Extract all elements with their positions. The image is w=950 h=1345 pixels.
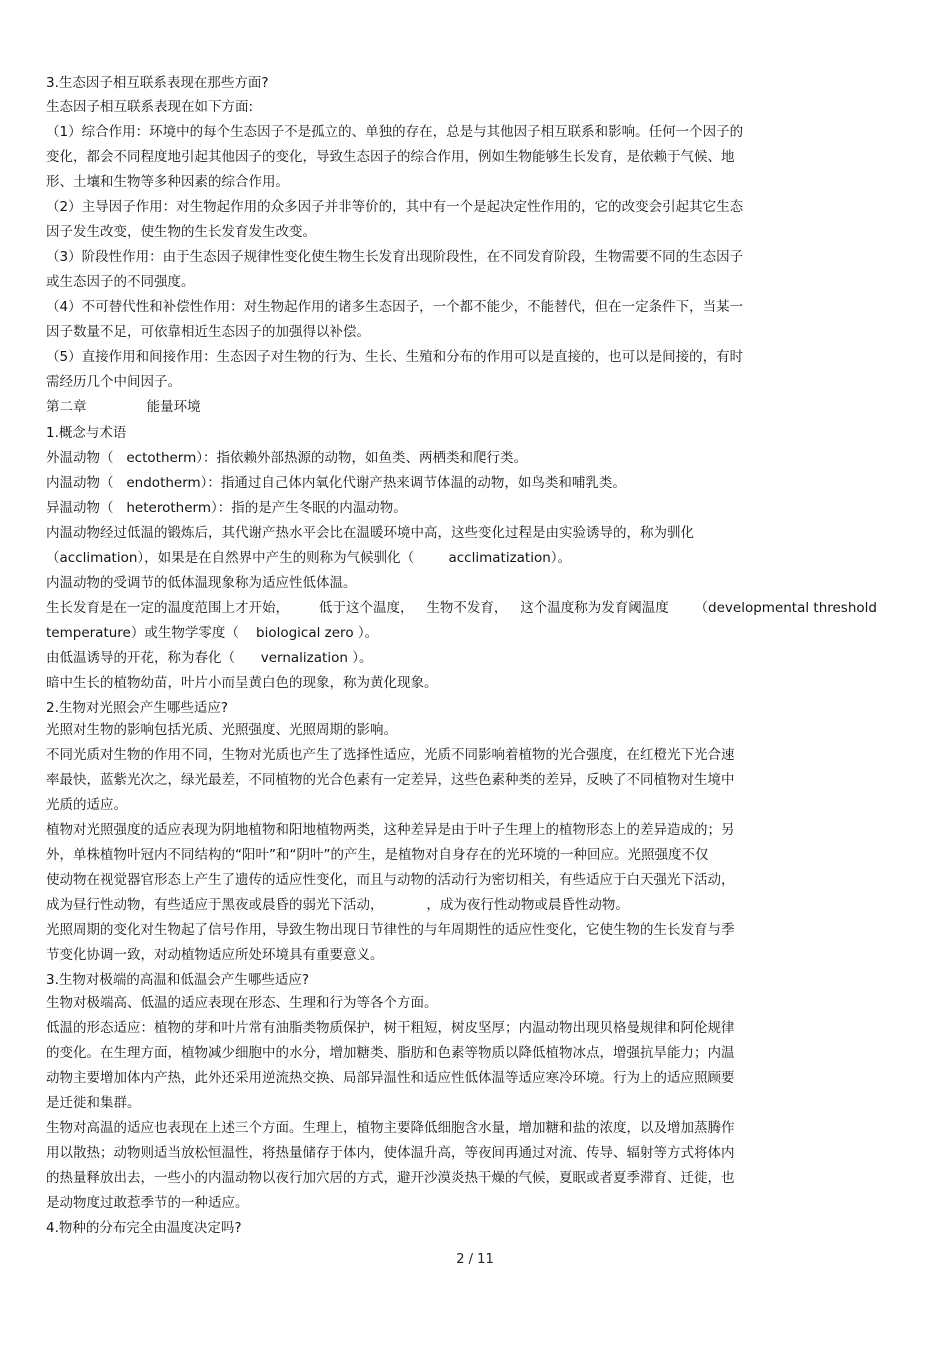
paragraph-line: 植物对光照强度的适应表现为阴地植物和阳地植物两类，这种差异是由于叶子生理上的植物形态上的差异造成的；另: [46, 822, 735, 838]
paragraph-line: 形、土壤和生物等多种因素的综合作用。: [46, 174, 289, 190]
paragraph-line: 低温的形态适应：植物的芽和叶片常有油脂类物质保护，树干粗短，树皮坚厚；内温动物出现贝格曼规律和阿伦规律: [46, 1020, 735, 1036]
paragraph-line: 外，单株植物叶冠内不同结构的“阳叶”和“阴叶”的产生，是植物对自身存在的光环境的一种回应。光照强度不仅: [46, 847, 709, 863]
heading-question-3: 3.生态因子相互联系表现在那些方面?: [46, 75, 269, 91]
paragraph-line: 由低温诱导的开花，称为春化（ vernalization ）。: [46, 650, 373, 666]
paragraph-line: 是迁徙和集群。: [46, 1095, 141, 1111]
paragraph-line: 光照周期的变化对生物起了信号作用，导致生物出现日节律性的与年周期性的适应性变化，它使生物的生长发育与季: [46, 922, 735, 938]
paragraph-line: （3）阶段性作用：由于生态因子规律性变化使生物生长发育出现阶段性，在不同发育阶段，生物需要不同的生态因子: [46, 249, 744, 265]
paragraph-line: （4）不可替代性和补偿性作用：对生物起作用的诸多生态因子，一个都不能少，不能替代，但在一定条件下，当某一: [46, 299, 744, 315]
paragraph-line: 生物对高温的适应也表现在上述三个方面。生理上，植物主要降低细胞含水量，增加糖和盐的浓度，以及增加蒸腾作: [46, 1120, 735, 1136]
paragraph-line: 生长发育是在一定的温度范围上才开始， 低于这个温度， 生物不发育， 这个温度称为发育阈温度 （developmental threshold: [46, 600, 877, 616]
paragraph-line: （2）主导因子作用：对生物起作用的众多因子并非等价的，其中有一个是起决定性作用的，它的改变会引起其它生态: [46, 199, 744, 215]
paragraph-line: temperature）或生物学零度（ biological zero ）。: [46, 625, 379, 641]
paragraph-line: 光质的适应。: [46, 797, 127, 813]
section-heading-concepts: 1.概念与术语: [46, 425, 127, 441]
paragraph-line: （acclimation），如果是在自然界中产生的则称为气候驯化（ acclimatization）。: [46, 550, 572, 566]
paragraph-line: 的热量释放出去，一些小的内温动物以夜行加穴居的方式，避开沙漠炎热干燥的气候，夏眠或者夏季滞育、迁徙，也: [46, 1170, 735, 1186]
page-number: 2 / 11: [456, 1252, 494, 1267]
paragraph-line: 动物主要增加体内产热，此外还采用逆流热交换、局部异温性和适应性低体温等适应寒冷环境。行为上的适应照顾要: [46, 1070, 735, 1086]
paragraph-line: （5）直接作用和间接作用：生态因子对生物的行为、生长、生殖和分布的作用可以是直接的，也可以是间接的，有时: [46, 349, 744, 365]
paragraph-line: 的变化。在生理方面，植物减少细胞中的水分，增加糖类、脂肪和色素等物质以降低植物冰点，增强抗旱能力；内温: [46, 1045, 735, 1061]
paragraph-line: 内温动物的受调节的低体温现象称为适应性低体温。: [46, 575, 357, 591]
paragraph-line: 暗中生长的植物幼苗，叶片小而呈黄白色的现象，称为黄化现象。: [46, 675, 438, 691]
answer-intro: 生态因子相互联系表现在如下方面:: [46, 99, 254, 115]
paragraph-line: 内温动物（ endotherm）：指通过自己体内氧化代谢产热来调节体温的动物，如鸟类和哺乳类。: [46, 475, 626, 491]
paragraph-line: 外温动物（ ectotherm）：指依赖外部热源的动物，如鱼类、两栖类和爬行类。: [46, 450, 528, 466]
paragraph-line: 变化，都会不同程度地引起其他因子的变化，导致生态因子的综合作用，例如生物能够生长发育，是依赖于气候、地: [46, 149, 735, 165]
paragraph-line: 率最快，蓝紫光次之，绿光最差，不同植物的光合色素有一定差异，这些色素种类的差异，反映了不同植物对生境中: [46, 772, 735, 788]
paragraph-line: 成为昼行性动物，有些适应于黑夜或晨昏的弱光下活动， ，成为夜行性动物或晨昏性动物。: [46, 897, 629, 913]
paragraph-line: 光照对生物的影响包括光质、光照强度、光照周期的影响。: [46, 722, 397, 738]
paragraph-line: 节变化协调一致，对动植物适应所处环境具有重要意义。: [46, 947, 384, 963]
paragraph-line: 内温动物经过低温的锻炼后，其代谢产热水平会比在温暖环境中高，这些变化过程是由实验诱导的，称为驯化: [46, 525, 694, 541]
paragraph-line: 使动物在视觉器官形态上产生了遗传的适应性变化，而且与动物的活动行为密切相关，有些适应于白天强光下活动，: [46, 872, 735, 888]
paragraph-line: 不同光质对生物的作用不同，生物对光质也产生了选择性适应，光质不同影响着植物的光合强度，在红橙光下光合速: [46, 747, 735, 763]
paragraph-line: （1）综合作用：环境中的每个生态因子不是孤立的、单独的存在，总是与其他因子相互联系和影响。任何一个因子的: [46, 124, 744, 140]
paragraph-line: 因子发生改变，使生物的生长发育发生改变。: [46, 224, 316, 240]
heading-question-4: 4.物种的分布完全由温度决定吗?: [46, 1220, 242, 1236]
heading-question-2: 2.生物对光照会产生哪些适应?: [46, 700, 229, 716]
paragraph-line: 生物对极端高、低温的适应表现在形态、生理和行为等各个方面。: [46, 995, 438, 1011]
paragraph-line: 异温动物（ heterotherm）：指的是产生冬眠的内温动物。: [46, 500, 407, 516]
paragraph-line: 是动物度过敢惹季节的一种适应。: [46, 1195, 249, 1211]
paragraph-line: 需经历几个中间因子。: [46, 374, 181, 390]
heading-question-3b: 3.生物对极端的高温和低温会产生哪些适应?: [46, 972, 310, 988]
paragraph-line: 因子数量不足，可依靠相近生态因子的加强得以补偿。: [46, 324, 370, 340]
paragraph-line: 用以散热；动物则适当放松恒温性，将热量储存于体内，使体温升高，等夜间再通过对流、传导、辐射等方式将体内: [46, 1145, 735, 1161]
chapter-heading: 第二章 能量环境: [46, 399, 201, 415]
paragraph-line: 或生态因子的不同强度。: [46, 274, 195, 290]
